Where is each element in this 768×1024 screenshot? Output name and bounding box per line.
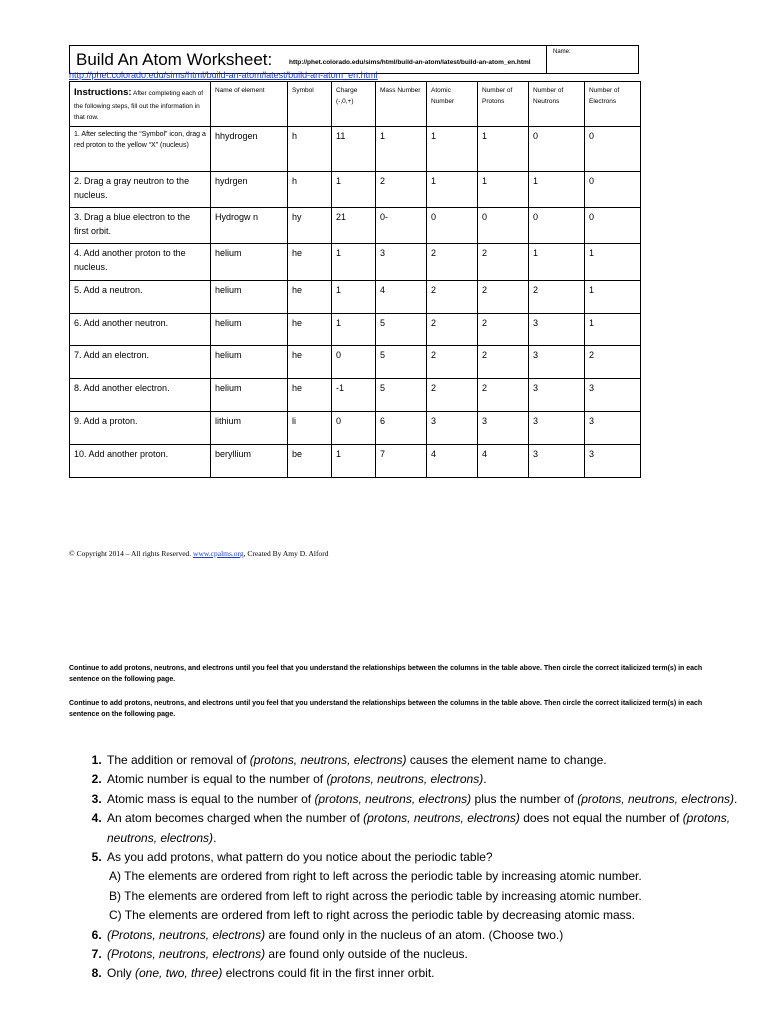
q1-text-a: The addition or removal of [107,753,250,767]
cpalms-link[interactable]: www.cpalms.org [193,549,244,558]
step-cell: 10. Add another proton. [70,445,211,478]
answer-cell: li [288,412,332,445]
answer-cell: 2 [585,346,641,379]
column-header: Number of Electrons [585,82,641,127]
step-cell: 9. Add a proton. [70,412,211,445]
question-3 [105,790,745,809]
answer-cell: 1 [478,127,529,172]
q1-choices: (protons, neutrons, electrons) [249,753,407,767]
name-divider [546,46,547,73]
answer-cell: 2 [427,281,478,314]
answer-cell: 2 [529,281,585,314]
step-cell: 1. After selecting the “Symbol” icon, drag a red proton to the yellow “X” (nucleus) [70,127,211,172]
answer-cell: 5 [376,346,427,379]
question-list [69,751,745,984]
answer-cell: 2 [478,281,529,314]
answer-cell: 0 [332,412,376,445]
step-cell: 2. Drag a gray neutron to the nucleus. [70,172,211,208]
answer-cell: helium [211,379,288,412]
answer-cell: Hydrogw n [211,208,288,244]
answer-cell: 4 [427,445,478,478]
answer-cell: 1 [427,172,478,208]
answer-cell: 3 [585,445,641,478]
table-row [70,445,641,478]
answer-cell: 1 [332,445,376,478]
answer-cell: 1 [585,281,641,314]
q4-text-e: . [213,830,217,845]
table-row [70,127,641,172]
worksheet-table [69,81,641,478]
instructions-title: Instructions: [74,87,132,98]
answer-cell: 0- [376,208,427,244]
step-cell: 6. Add another neutron. [70,314,211,346]
column-header: Charge (-,0,+) [332,82,376,127]
answer-cell: 1 [427,127,478,172]
answer-cell: 7 [376,445,427,478]
step-cell: 3. Drag a blue electron to the first orbit. [70,208,211,244]
answer-cell: 3 [585,379,641,412]
q7-text-b: are found only outside of the nucleus. [265,947,468,962]
answer-cell: 2 [427,244,478,281]
q2-text-a: Atomic number is equal to the number of [107,772,327,787]
answer-cell: 3 [529,379,585,412]
q3-text-e: . [734,791,738,806]
q5-options [107,867,745,925]
answer-cell: 2 [427,346,478,379]
answer-cell: helium [211,314,288,346]
instruction-paragraph-2: Continue to add protons, neutrons, and electrons until you feel that you understand the relationships between the columns in the table above. Then circle the correct italicized term(s) in each sentence on the following page. [69,700,703,718]
answer-cell: 3 [529,346,585,379]
step-cell: 8. Add another electron. [70,379,211,412]
answer-cell: he [288,314,332,346]
q3-text-a: Atomic mass is equal to the number of [107,791,315,806]
q4-text-c: does not equal the number of [519,811,683,826]
answer-cell: 5 [376,314,427,346]
answer-cell: 2 [478,244,529,281]
answer-cell: 1 [332,172,376,208]
q5-text: As you add protons, what pattern do you notice about the periodic table? [107,850,493,865]
q5-option-a: A) The elements are ordered from right to left across the periodic table by increasing atomic number. [109,869,642,884]
answer-cell: 1 [478,172,529,208]
table-header-row [70,82,641,127]
answer-cell: helium [211,281,288,314]
answer-cell: 1 [585,314,641,346]
answer-cell: 3 [529,445,585,478]
instruction-paragraph-1: Continue to add protons, neutrons, and electrons until you feel that you understand the relationships between the columns in the table above. Then circle the correct italicized term(s) in each sentence on the following page. [69,665,703,683]
answer-cell: 6 [376,412,427,445]
table-row [70,314,641,346]
question-1 [105,751,745,770]
answer-cell: 4 [376,281,427,314]
answer-cell: 1 [585,244,641,281]
copyright-line [69,549,328,558]
answer-cell: 0 [585,127,641,172]
table-row [70,208,641,244]
q5-option-b: B) The elements are ordered from left to right across the periodic table by increasing atomic number. [109,888,642,903]
q2-text-c: . [483,772,487,787]
answer-cell: 0 [585,172,641,208]
answer-cell: 1 [529,244,585,281]
answer-cell: 2 [478,346,529,379]
answer-cell: 0 [478,208,529,244]
q3-text-c: plus the number of [471,791,578,806]
answer-cell: 3 [529,314,585,346]
question-7 [105,945,745,964]
answer-cell: 3 [376,244,427,281]
answer-cell: 1 [376,127,427,172]
q8-text-c: electrons could fit in the first inner orbit. [222,966,435,981]
table-row [70,346,641,379]
column-header: Number of Neutrons [529,82,585,127]
q4-choices-2: (protons, neutrons, electrons) [107,811,731,845]
q4-text-a: An atom becomes charged when the number of [107,811,364,826]
q4-choices-1: (protons, neutrons, electrons) [363,811,520,826]
step-cell: 7. Add an electron. [70,346,211,379]
answer-cell: 1 [332,314,376,346]
answer-cell: 1 [332,281,376,314]
table-row [70,412,641,445]
column-header: Mass Number [376,82,427,127]
worksheet-title: Build An Atom Worksheet: [76,50,273,69]
answer-cell: -1 [332,379,376,412]
answer-cell: be [288,445,332,478]
title-url: http://phet.colorado.edu/sims/html/build-an-atom/latest/build-an-atom_en.html [289,59,531,66]
answer-cell: 2 [478,379,529,412]
table-row [70,244,641,281]
question-8 [105,964,745,983]
name-label: Name: [553,49,571,55]
answer-cell: 5 [376,379,427,412]
answer-cell: hy [288,208,332,244]
answer-cell: 4 [478,445,529,478]
q2-choices: (protons, neutrons, electrons) [326,772,484,787]
answer-cell: 2 [376,172,427,208]
answer-cell: 2 [427,314,478,346]
step-cell: 4. Add another proton to the nucleus. [70,244,211,281]
question-6 [105,926,745,945]
answer-cell: 3 [427,412,478,445]
answer-cell: he [288,244,332,281]
answer-cell: helium [211,244,288,281]
question-5 [105,848,745,926]
answer-cell: beryllium [211,445,288,478]
answer-cell: 2 [478,314,529,346]
column-header: Atomic Number [427,82,478,127]
phet-link[interactable]: http://phet.colorado.edu/sims/html/build-an-atom/latest/build-an-atom_en.html [69,70,378,80]
answer-cell: h [288,127,332,172]
answer-cell: 1 [529,172,585,208]
q6-text-b: are found only in the nucleus of an atom. (Choose two.) [265,927,564,942]
q5-option-c: C) The elements are ordered from left to right across the periodic table by decreasing atomic mass. [109,908,636,923]
column-header: Symbol [288,82,332,127]
answer-cell: helium [211,346,288,379]
q6-choices: (Protons, neutrons, electrons) [107,927,266,942]
answer-cell: he [288,346,332,379]
answer-cell: lithium [211,412,288,445]
q3-choices-1: (protons, neutrons, electrons) [314,791,472,806]
answer-cell: 3 [478,412,529,445]
answer-cell: 3 [529,412,585,445]
answer-cell: 2 [427,379,478,412]
answer-cell: he [288,379,332,412]
copyright-suffix: , Created By Amy D. Alford [243,549,329,558]
copyright-prefix: © Copyright 2014 – All rights Reserved. [69,549,192,558]
answer-cell: 3 [585,412,641,445]
answer-cell: 0 [427,208,478,244]
table-row [70,379,641,412]
answer-cell: 21 [332,208,376,244]
column-header: Number of Protons [478,82,529,127]
answer-cell: 1 [332,244,376,281]
table-row [70,172,641,208]
q1-text-c: causes the element name to change. [406,753,607,767]
question-4 [105,809,745,848]
q3-choices-2: (protons, neutrons, electrons) [577,791,734,806]
answer-cell: 0 [529,208,585,244]
answer-cell: 0 [529,127,585,172]
answer-cell: 0 [332,346,376,379]
instructions-text: After completing each of the following steps, fill out the information in that row. [74,90,204,122]
q7-choices: (Protons, neutrons, electrons) [107,947,266,962]
question-2 [105,770,745,789]
step-cell: 5. Add a neutron. [70,281,211,314]
q8-choices: (one, two, three) [135,966,223,981]
answer-cell: 0 [585,208,641,244]
answer-cell: hhydrogen [211,127,288,172]
instructions-cell [70,82,211,127]
q8-text-a: Only [107,966,136,981]
answer-cell: hydrgen [211,172,288,208]
table-row [70,281,641,314]
answer-cell: he [288,281,332,314]
column-header: Name of element [211,82,288,127]
answer-cell: 11 [332,127,376,172]
answer-cell: h [288,172,332,208]
